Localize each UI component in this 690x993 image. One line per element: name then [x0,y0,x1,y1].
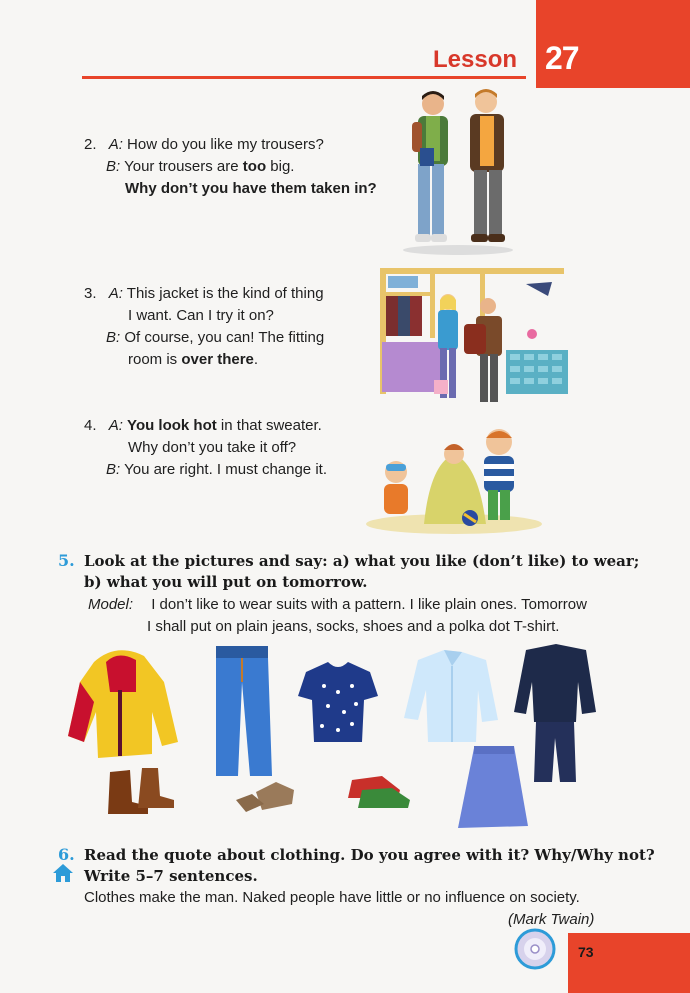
instruction-line: Write 5–7 sentences. [84,867,258,885]
header-rule [82,76,526,79]
dialogue-bold: You look hot [127,417,217,434]
audio-cd-icon[interactable] [514,928,556,970]
task-number: 6. [58,845,75,864]
dialogue-line: I want. Can I try it on? [128,307,274,324]
model-text: I shall put on plain jeans, socks, shoes and a polka dot T-shirt. [147,618,560,635]
two-young-men-illustration [398,86,523,256]
sneakers-icon [348,776,410,808]
quote-author: (Mark Twain) [508,911,595,928]
dialogue-number: 4. [84,417,97,434]
dialogue-number: 2. [84,136,97,153]
shirt-icon [404,650,498,742]
socks-icon [236,782,294,812]
speaker-label: A: [108,285,123,302]
dialogue-line: Of course, you can! The fitting [124,329,325,346]
dialogue-line: Your trousers are [124,158,243,175]
dialogue-line: big. [266,158,295,175]
children-playing-illustration [364,424,544,534]
instruction-line: Read the quote about clothing. Do you agree with it? Why/Why not? [84,846,655,864]
dialogue-4 [84,415,384,481]
clothing-items-illustration [66,642,626,832]
quote-text: Clothes make the man. Naked people have little or no influence on society. [84,889,580,906]
task-6-instruction [84,845,664,887]
suit-icon [514,644,596,782]
instruction-line: Look at the pictures and say: a) what you like (don’t like) to wear; [84,552,640,570]
skirt-icon [458,746,528,828]
hooded-jacket-icon [68,650,178,758]
page-number: 73 [578,944,594,960]
task-5-model [88,594,668,638]
speaker-label: A: [108,417,123,434]
dialogue-number: 3. [84,285,97,302]
speaker-label: B: [106,329,121,346]
dialogue-line: room is [128,351,182,368]
lesson-title: Lesson [433,46,518,73]
dialogue-line: Why don’t you take it off? [128,439,297,456]
home-icon [52,863,74,883]
page-number-tab [568,933,690,993]
speaker-label: A: [108,136,123,153]
dialogue-2 [84,134,414,200]
dialogue-bold: too [242,158,267,175]
boots-icon [108,768,174,814]
dialogue-line: in that sweater. [216,417,322,434]
speaker-label: B: [106,158,121,175]
model-text: I don’t like to wear suits with a pattern. I like plain ones. Tomorrow [151,596,587,613]
polka-dot-tshirt-icon [298,662,378,742]
dialogue-line: . [253,351,259,368]
dialogue-bold: over there [181,351,254,368]
dialogue-line: This jacket is the kind of thing [126,285,324,302]
instruction-line: b) what you will put on tomorrow. [84,573,368,591]
speaker-label: B: [106,461,121,478]
lesson-number: 27 [545,40,579,76]
dialogue-line: How do you like my trousers? [127,136,324,153]
jeans-icon [216,646,272,776]
dialogue-3 [84,283,384,371]
clothes-shop-illustration [376,262,576,418]
task-number: 5. [58,551,75,570]
model-label: Model: [88,596,134,613]
dialogue-bold-line: Why don’t you have them taken in? [125,180,377,197]
dialogue-line: You are right. I must change it. [124,461,327,478]
task-5-instruction [84,551,664,593]
